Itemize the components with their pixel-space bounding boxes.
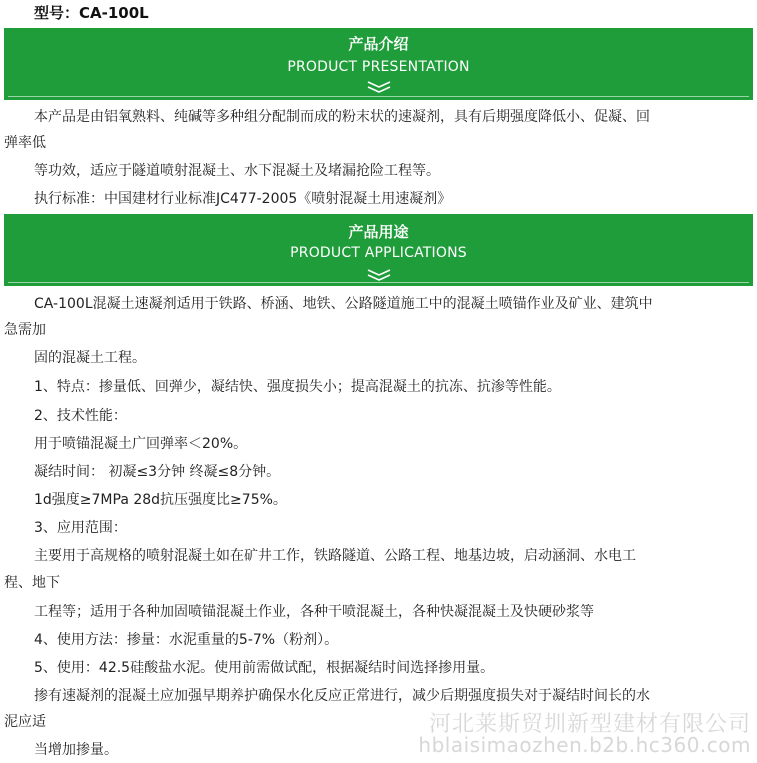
application-line: 1、特点：掺量低、回弹少，凝结快、强度损失小；提高混凝土的抗冻、抗渗等性能。: [34, 379, 561, 395]
application-line: 工程等；适用于各种加固喷锚混凝土作业，各种干喷混凝土，各种快凝混凝土及快硬砂浆等: [34, 604, 594, 620]
double-chevron-down-icon: [4, 80, 753, 94]
banner-divider: [8, 282, 749, 283]
application-line: 2、技术性能：: [34, 408, 127, 424]
application-line: 泥应适: [4, 714, 46, 730]
application-line: 急需加: [4, 322, 46, 338]
double-chevron-down-icon: [4, 268, 753, 282]
application-line: 凝结时间： 初凝≤3分钟 终凝≤8分钟。: [34, 464, 281, 480]
application-line: CA-100L混凝土速凝剂适用于铁路、桥涵、地铁、公路隧道施工中的混凝土喷锚作业及矿业、建筑中: [34, 296, 653, 312]
section-title-cn: 产品用途: [348, 223, 409, 241]
application-line: 主要用于高规格的喷射混凝土如在矿井工作，铁路隧道、公路工程、地基边坡，启动涵洞、水电工: [34, 548, 636, 564]
intro-line: 本产品是由铝氧熟料、纯碱等多种组分配制而成的粉末状的速凝剂，具有后期强度降低小、促凝、回: [34, 109, 650, 125]
model-number: 型号：CA-100L: [34, 4, 149, 22]
application-line: 5、使用：42.5硅酸盐水泥。使用前需做试配，根据凝结时间选择掺用量。: [34, 660, 495, 676]
banner-divider: [8, 96, 749, 97]
watermark-url: hblaisimaozhen.b2b.hc360.com: [418, 733, 751, 757]
watermark-company: 河北莱斯贸圳新型建材有限公司: [428, 712, 751, 737]
application-line: 用于喷锚混凝土广回弹率＜20%。: [34, 436, 248, 452]
application-line: 固的混凝土工程。: [34, 350, 146, 366]
section-title-en: PRODUCT APPLICATIONS: [290, 245, 467, 261]
intro-line: 弹率低: [4, 135, 46, 151]
section-title-en: PRODUCT PRESENTATION: [287, 59, 470, 75]
section-title-cn: 产品介绍: [348, 35, 409, 53]
application-line: 3、应用范围：: [34, 520, 127, 536]
intro-line: 执行标准：中国建材行业标准JC477-2005《喷射混凝土用速凝剂》: [34, 191, 452, 207]
application-line: 程、地下: [4, 575, 60, 591]
section-banner-applications: [4, 214, 753, 286]
application-line: 当增加掺量。: [34, 742, 118, 758]
application-line: 4、使用方法：掺量：水泥重量的5-7%（粉剂）。: [34, 632, 339, 648]
application-line: 掺有速凝剂的混凝土应加强早期养护确保水化反应正常进行，减少后期强度损失对于凝结时间长的水: [34, 688, 650, 704]
intro-line: 等功效，适应于隧道喷射混凝土、水下混凝土及堵漏抢险工程等。: [34, 163, 440, 179]
application-line: 1d强度≥7MPa 28d抗压强度比≥75%。: [34, 492, 287, 508]
section-banner-presentation: [4, 28, 753, 100]
